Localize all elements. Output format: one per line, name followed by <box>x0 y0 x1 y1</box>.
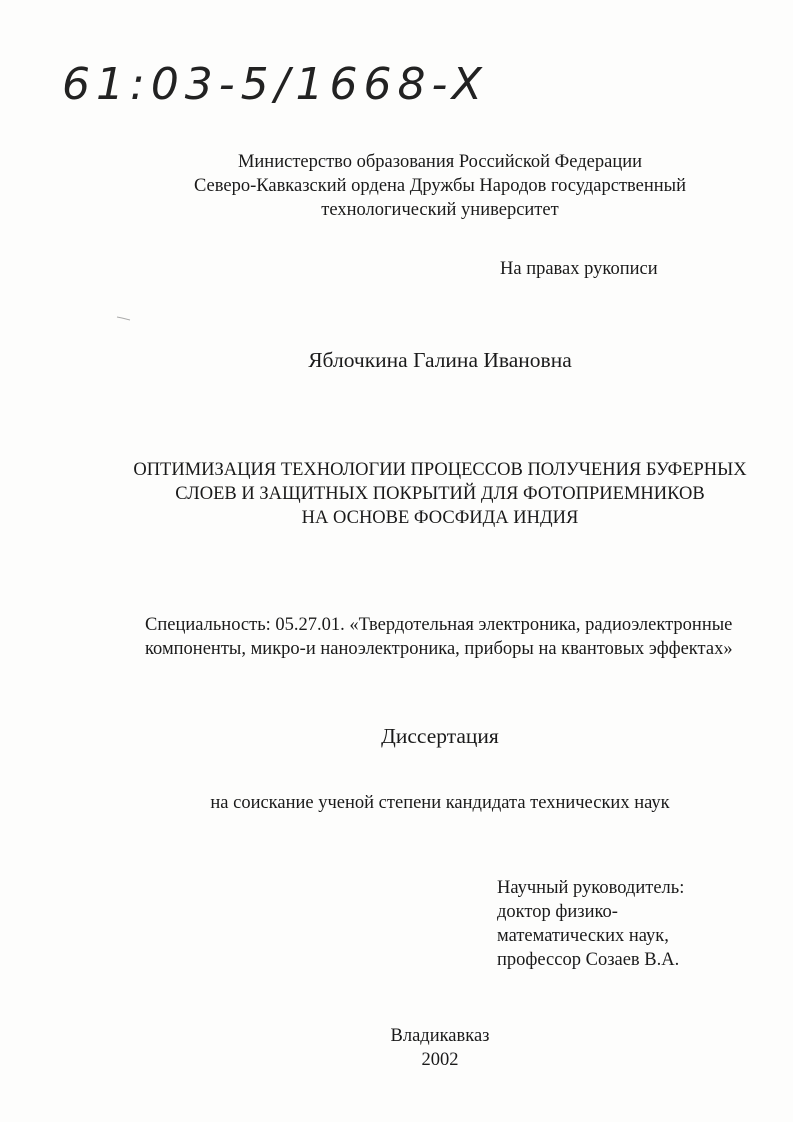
supervisor-line-1: Научный руководитель: <box>497 878 685 898</box>
catalog-number-text: 61:03-5/1668-X <box>62 59 488 110</box>
ministry-header <box>150 150 730 222</box>
title-line-2: СЛОЕВ И ЗАЩИТНЫХ ПОКРЫТИЙ ДЛЯ ФОТОПРИЕМНИКОВ <box>175 484 705 504</box>
specialty <box>145 613 765 661</box>
title-line-1: ОПТИМИЗАЦИЯ ТЕХНОЛОГИИ ПРОЦЕССОВ ПОЛУЧЕНИЯ БУФЕРНЫХ <box>133 460 747 480</box>
year: 2002 <box>421 1050 459 1070</box>
supervisor-line-2: доктор физико- <box>497 902 618 922</box>
title-line-3: НА ОСНОВЕ ФОСФИДА ИНДИЯ <box>301 508 579 528</box>
document-type: Диссертация <box>381 724 499 748</box>
ministry-line-3: технологический университет <box>321 200 559 220</box>
city-year <box>340 1024 540 1072</box>
supervisor-line-4: профессор Созаев В.А. <box>497 950 680 970</box>
handwritten-catalog-number <box>62 55 488 113</box>
supervisor-line-3: математических наук, <box>497 926 669 946</box>
specialty-line-1: Специальность: 05.27.01. «Твердотельная электроника, радиоэлектронные <box>145 615 733 635</box>
rights-note: На правах рукописи <box>500 259 658 279</box>
ministry-line-2: Северо-Кавказский ордена Дружбы Народов государственный <box>193 176 686 196</box>
handwritten-catalog-svg <box>62 55 488 113</box>
degree-line: на соискание ученой степени кандидата технических наук <box>210 793 670 813</box>
dissertation-title <box>120 458 760 530</box>
supervisor-block <box>497 876 757 972</box>
scan-speck <box>116 314 134 322</box>
city: Владикавказ <box>390 1026 490 1046</box>
author-name: Яблочкина Галина Ивановна <box>308 348 572 372</box>
specialty-line-2: компоненты, микро-и наноэлектроника, приборы на квантовых эффектах» <box>145 639 733 659</box>
ministry-line-1: Министерство образования Российской Федерации <box>237 152 643 172</box>
